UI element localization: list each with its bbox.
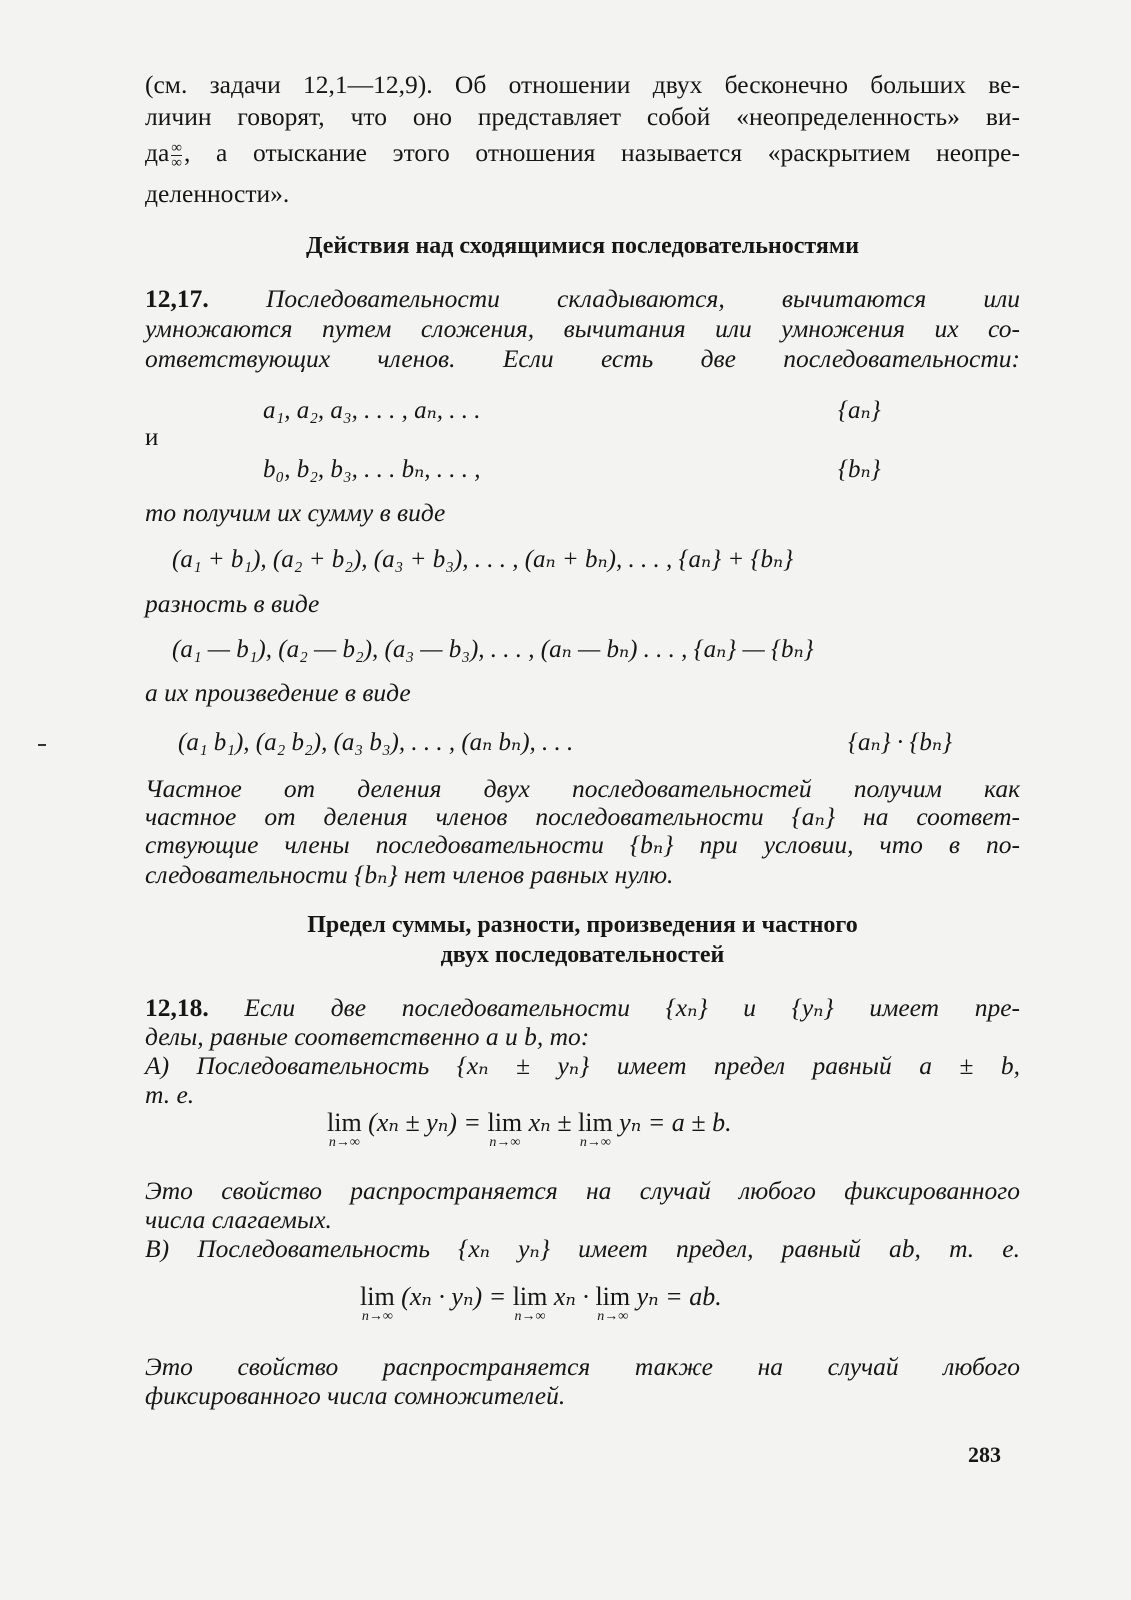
s1218-line-2: делы, равные соответственно a и b, то: xyxy=(145,1022,590,1051)
fraction-numerator: ∞ xyxy=(171,139,182,156)
lim-subscript: n→∞ xyxy=(597,1309,629,1324)
intro-line-3-end: , а отыскание этого отношения называется «раскрытием неопре- xyxy=(184,138,1020,167)
lim-word: lim xyxy=(327,1108,362,1137)
note-1-line-2: числа слагаемых. xyxy=(145,1205,332,1234)
quotient-line-2: частное от деления членов последовательности {aₙ} на соответ- xyxy=(145,802,1020,831)
fraction-denominator: ∞ xyxy=(171,154,182,171)
intro-line-1: (см. задачи 12,1—12,9). Об отношении двух бесконечно больших ве- xyxy=(145,70,1020,99)
product-intro: а их произведение в виде xyxy=(145,678,411,707)
page-number: 283 xyxy=(968,1442,1001,1467)
note-1-line-1: Это свойство распространяется на случай любого фиксированного xyxy=(145,1176,1020,1205)
f2-part-b: xₙ · xyxy=(553,1282,589,1311)
f2-part-c: yₙ = ab. xyxy=(636,1282,722,1311)
sequence-a: a₁, a₂, a₃, . . . , aₙ, . . . xyxy=(263,397,481,424)
quotient-line-4: следовательности {bₙ} нет членов равных нулю. xyxy=(145,860,674,889)
infinity-fraction xyxy=(171,141,182,170)
f1-part-a: (xₙ ± yₙ) = xyxy=(368,1108,481,1137)
f2-part-a: (xₙ · yₙ) = xyxy=(401,1282,507,1311)
s1217-line-2: умножаются путем сложения, вычитания или умножения их со- xyxy=(145,314,1020,343)
note-2-line-2: фиксированного числа сомножителей. xyxy=(145,1381,566,1410)
sum-formula: (a₁ + b₁), (a₂ + b₂), (a₃ + b₃), . . . , (aₙ + bₙ), . . . , {aₙ} + {bₙ} xyxy=(172,546,794,573)
intro-line-2: личин говорят, что оно представляет собой «неопределенность» ви- xyxy=(145,102,1020,131)
lim-word: lim xyxy=(578,1108,613,1137)
intro-line-4: деленности». xyxy=(145,179,290,208)
lim-word: lim xyxy=(487,1108,523,1137)
intro-line-3 xyxy=(145,138,1020,170)
lim-word: lim xyxy=(512,1282,548,1311)
section-heading-1: Действия над сходящимися последовательностями xyxy=(305,233,860,259)
property-b-line-1: В) Последовательность {xₙ yₙ} имеет предел, равный ab, т. е. xyxy=(145,1234,1020,1263)
lim-6 xyxy=(595,1282,630,1324)
intro-line-3-start: да xyxy=(145,138,170,167)
lim-subscript: n→∞ xyxy=(328,1135,360,1150)
lim-1 xyxy=(327,1108,362,1150)
s1217-line-3: ответствующих членов. Если есть две последовательности: xyxy=(145,344,1020,373)
lim-3 xyxy=(578,1108,613,1150)
note-2-line-1: Это свойство распространяется также на случай любого xyxy=(145,1352,1020,1381)
s1217-number: 12,17. xyxy=(145,284,209,313)
lim-4 xyxy=(360,1282,395,1324)
property-a-line-1: А) Последовательность {xₙ ± yₙ} имеет предел равный a ± b, xyxy=(145,1051,1020,1080)
lim-subscript: n→∞ xyxy=(579,1135,611,1150)
sequence-b: b₀, b₂, b₃, . . . bₙ, . . . , xyxy=(263,456,481,483)
lim-5 xyxy=(513,1282,548,1324)
sequence-b-label: {bₙ} xyxy=(838,456,881,483)
property-a-line-2: т. е. xyxy=(145,1080,195,1109)
product-label: {aₙ} · {bₙ} xyxy=(848,729,953,756)
limit-formula-sum xyxy=(327,1108,732,1150)
s1218-number: 12,18. xyxy=(145,993,209,1022)
conjunction-and: и xyxy=(145,424,159,451)
sequence-a-label: {aₙ} xyxy=(838,397,881,424)
lim-subscript: n→∞ xyxy=(361,1309,393,1324)
s1217-line-1 xyxy=(145,284,1020,314)
lim-2 xyxy=(487,1108,522,1150)
lim-subscript: n→∞ xyxy=(489,1135,521,1150)
product-formula: (a₁ b₁), (a₂ b₂), (a₃ b₃), . . . , (aₙ bₙ), . . . xyxy=(178,729,574,756)
lim-word: lim xyxy=(595,1282,631,1311)
section-heading-2-line-2: двух последовательностей xyxy=(440,942,725,968)
quotient-line-3: ствующие члены последовательности {bₙ} при условии, что в по- xyxy=(145,830,1020,859)
s1217-line-1-text: Последовательности складываются, вычитаются или xyxy=(265,284,1021,313)
f1-part-c: yₙ = a ± b. xyxy=(619,1108,732,1137)
margin-mark xyxy=(38,744,46,746)
difference-intro: разность в виде xyxy=(145,589,320,618)
s1218-line-1 xyxy=(145,993,1020,1023)
lim-subscript: n→∞ xyxy=(514,1309,546,1324)
difference-formula: (a₁ — b₁), (a₂ — b₂), (a₃ — b₃), . . . , (aₙ — bₙ) . . . , {aₙ} — {bₙ} xyxy=(172,636,814,663)
quotient-line-1: Частное от деления двух последовательностей получим как xyxy=(145,774,1020,803)
s1218-line-1-text: Если две последовательности {xₙ} и {yₙ} имеет пре- xyxy=(244,993,1021,1022)
lim-word: lim xyxy=(360,1282,395,1311)
section-heading-2-line-1: Предел суммы, разности, произведения и частного xyxy=(307,912,858,938)
f1-part-b: xₙ ± xyxy=(528,1108,572,1137)
limit-formula-product xyxy=(360,1282,722,1324)
sum-intro: то получим их сумму в виде xyxy=(145,498,446,527)
